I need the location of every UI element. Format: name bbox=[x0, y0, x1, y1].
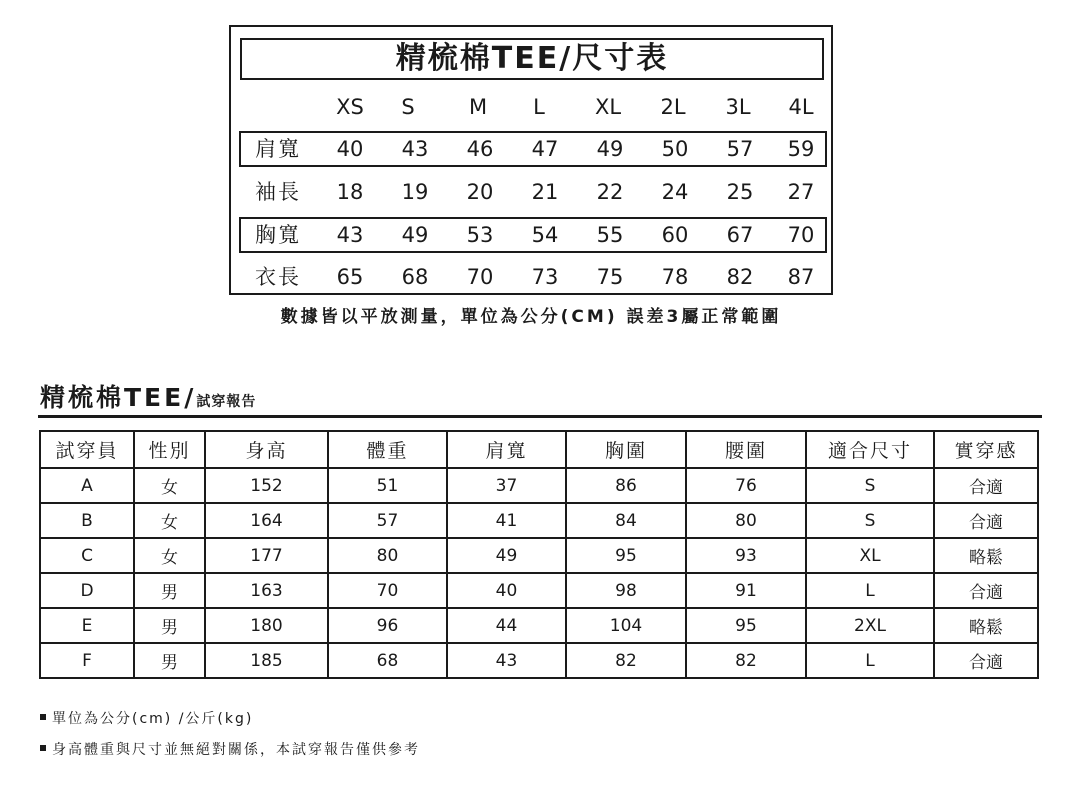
table-cell: 略鬆 bbox=[934, 538, 1038, 573]
column-header: 性別 bbox=[134, 431, 205, 468]
table-cell: D bbox=[40, 573, 134, 608]
size-value: 65 bbox=[336, 265, 364, 289]
table-cell: 44 bbox=[447, 608, 566, 643]
table-cell: 男 bbox=[134, 608, 205, 643]
size-value: 43 bbox=[401, 137, 429, 161]
table-cell: 49 bbox=[447, 538, 566, 573]
footnote bbox=[40, 739, 420, 759]
size-value: 27 bbox=[787, 180, 815, 204]
table-row bbox=[40, 608, 1038, 643]
size-row-sleeve bbox=[231, 172, 831, 212]
size-value: 78 bbox=[661, 265, 689, 289]
table-header-row bbox=[40, 431, 1038, 468]
size-value: 49 bbox=[596, 137, 624, 161]
column-header: 身高 bbox=[205, 431, 328, 468]
table-cell: 合適 bbox=[934, 503, 1038, 538]
column-header: 肩寬 bbox=[447, 431, 566, 468]
table-row bbox=[40, 468, 1038, 503]
footnote bbox=[40, 708, 253, 728]
footnote-text: 單位為公分(cm) /公斤(kg) bbox=[52, 711, 254, 727]
footnote-text: 身高體重與尺寸並無絕對關係，本試穿報告僅供參考 bbox=[52, 742, 420, 758]
size-value: 20 bbox=[466, 180, 494, 204]
table-cell: 185 bbox=[205, 643, 328, 678]
table-cell: 男 bbox=[134, 573, 205, 608]
table-cell: 合適 bbox=[934, 573, 1038, 608]
column-header: 體重 bbox=[328, 431, 447, 468]
table-cell: 70 bbox=[328, 573, 447, 608]
table-cell: 180 bbox=[205, 608, 328, 643]
table-cell: 合適 bbox=[934, 643, 1038, 678]
column-header: 胸圍 bbox=[566, 431, 686, 468]
size-row-label: 袖長 bbox=[255, 180, 301, 204]
size-row-chest bbox=[231, 215, 831, 255]
fitting-report-table bbox=[39, 430, 1039, 679]
table-cell: 76 bbox=[686, 468, 806, 503]
table-cell: 164 bbox=[205, 503, 328, 538]
table-cell: 95 bbox=[566, 538, 686, 573]
size-header: S bbox=[401, 95, 415, 119]
report-subtitle: 試穿報告 bbox=[196, 394, 257, 410]
table-cell: A bbox=[40, 468, 134, 503]
table-row bbox=[40, 503, 1038, 538]
size-row-label: 肩寬 bbox=[255, 137, 301, 161]
table-cell: 37 bbox=[447, 468, 566, 503]
table-cell: 80 bbox=[686, 503, 806, 538]
size-value: 40 bbox=[336, 137, 364, 161]
size-value: 25 bbox=[726, 180, 754, 204]
table-cell: S bbox=[806, 503, 934, 538]
report-divider bbox=[38, 415, 1042, 418]
size-chart bbox=[229, 25, 833, 295]
table-cell: 男 bbox=[134, 643, 205, 678]
table-cell: 163 bbox=[205, 573, 328, 608]
size-value: 43 bbox=[336, 223, 364, 247]
table-cell: 41 bbox=[447, 503, 566, 538]
size-value: 24 bbox=[661, 180, 689, 204]
table-row bbox=[40, 643, 1038, 678]
bullet-icon bbox=[40, 714, 46, 720]
size-header: L bbox=[533, 95, 545, 119]
table-cell: 43 bbox=[447, 643, 566, 678]
table-cell: 略鬆 bbox=[934, 608, 1038, 643]
table-row bbox=[40, 573, 1038, 608]
size-value: 50 bbox=[661, 137, 689, 161]
size-header: M bbox=[468, 95, 488, 119]
table-cell: L bbox=[806, 573, 934, 608]
table-cell: C bbox=[40, 538, 134, 573]
table-cell: 84 bbox=[566, 503, 686, 538]
size-value: 57 bbox=[726, 137, 754, 161]
column-header: 腰圍 bbox=[686, 431, 806, 468]
table-cell: XL bbox=[806, 538, 934, 573]
bullet-icon bbox=[40, 745, 46, 751]
column-header: 實穿感 bbox=[934, 431, 1038, 468]
table-cell: 女 bbox=[134, 538, 205, 573]
table-cell: 104 bbox=[566, 608, 686, 643]
table-cell: 51 bbox=[328, 468, 447, 503]
table-cell: E bbox=[40, 608, 134, 643]
size-chart-note: 數據皆以平放測量，單位為公分(CM) 誤差3屬正常範圍 bbox=[280, 307, 782, 327]
column-header: 適合尺寸 bbox=[806, 431, 934, 468]
size-value: 21 bbox=[531, 180, 559, 204]
table-cell: 2XL bbox=[806, 608, 934, 643]
size-value: 22 bbox=[596, 180, 624, 204]
table-cell: B bbox=[40, 503, 134, 538]
report-heading bbox=[40, 378, 256, 414]
table-cell: 96 bbox=[328, 608, 447, 643]
table-cell: 80 bbox=[328, 538, 447, 573]
size-chart-title: 精梳棉TEE/尺寸表 bbox=[240, 38, 824, 80]
size-value: 59 bbox=[787, 137, 815, 161]
table-cell: 82 bbox=[686, 643, 806, 678]
size-value: 18 bbox=[336, 180, 364, 204]
column-header: 試穿員 bbox=[40, 431, 134, 468]
size-value: 49 bbox=[401, 223, 429, 247]
size-header-row bbox=[231, 87, 831, 127]
table-cell: 86 bbox=[566, 468, 686, 503]
table-cell: 女 bbox=[134, 503, 205, 538]
table-cell: 合適 bbox=[934, 468, 1038, 503]
size-value: 87 bbox=[787, 265, 815, 289]
size-value: 70 bbox=[466, 265, 494, 289]
size-value: 82 bbox=[726, 265, 754, 289]
table-cell: F bbox=[40, 643, 134, 678]
size-header: XS bbox=[336, 95, 364, 119]
table-row bbox=[40, 538, 1038, 573]
size-value: 75 bbox=[596, 265, 624, 289]
size-row-length bbox=[231, 257, 831, 297]
table-cell: 40 bbox=[447, 573, 566, 608]
table-cell: 82 bbox=[566, 643, 686, 678]
size-value: 67 bbox=[726, 223, 754, 247]
size-value: 47 bbox=[531, 137, 559, 161]
table-cell: 93 bbox=[686, 538, 806, 573]
table-cell: 女 bbox=[134, 468, 205, 503]
size-value: 54 bbox=[531, 223, 559, 247]
size-value: 60 bbox=[661, 223, 689, 247]
table-cell: 177 bbox=[205, 538, 328, 573]
size-value: 53 bbox=[466, 223, 494, 247]
size-row-label: 胸寬 bbox=[255, 223, 301, 247]
size-header: 4L bbox=[788, 95, 814, 119]
size-value: 70 bbox=[787, 223, 815, 247]
size-value: 19 bbox=[401, 180, 429, 204]
table-cell: 91 bbox=[686, 573, 806, 608]
size-header: 3L bbox=[725, 95, 751, 119]
table-cell: L bbox=[806, 643, 934, 678]
report-title: 精梳棉TEE/ bbox=[40, 383, 197, 412]
size-value: 46 bbox=[466, 137, 494, 161]
size-header: XL bbox=[594, 95, 622, 119]
size-value: 68 bbox=[401, 265, 429, 289]
size-row-label: 衣長 bbox=[255, 265, 301, 289]
size-row-shoulder bbox=[231, 129, 831, 169]
table-cell: 68 bbox=[328, 643, 447, 678]
size-value: 73 bbox=[531, 265, 559, 289]
table-cell: 95 bbox=[686, 608, 806, 643]
table-cell: 98 bbox=[566, 573, 686, 608]
size-value: 55 bbox=[596, 223, 624, 247]
size-header: 2L bbox=[660, 95, 686, 119]
table-cell: S bbox=[806, 468, 934, 503]
table-cell: 152 bbox=[205, 468, 328, 503]
table-cell: 57 bbox=[328, 503, 447, 538]
